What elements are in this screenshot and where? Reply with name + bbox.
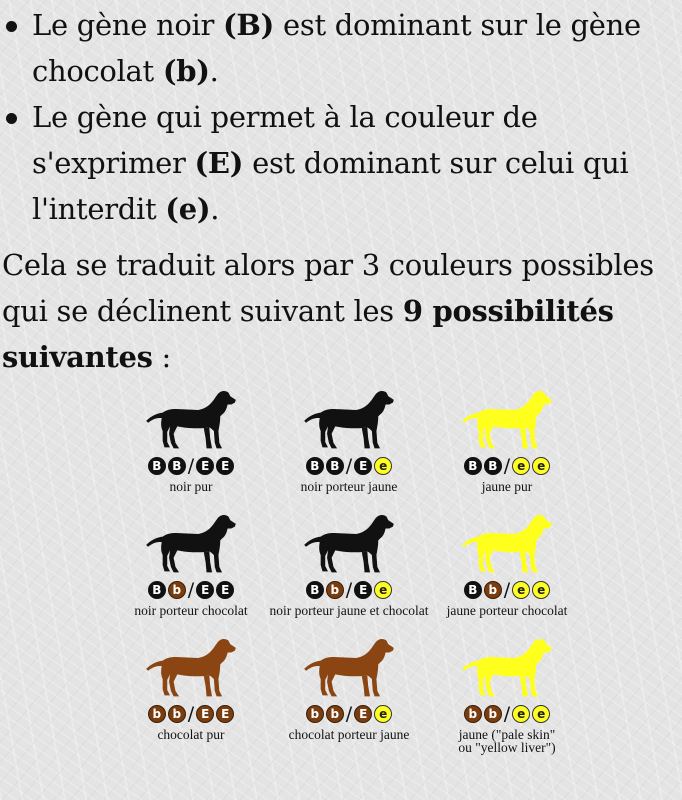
genotype-caption-line2: ou "yellow liver") bbox=[458, 740, 556, 755]
allele-code: (B) bbox=[223, 8, 275, 42]
genotype-caption: noir porteur chocolat bbox=[134, 603, 248, 618]
allele-circle: e bbox=[532, 705, 550, 723]
allele-separator: / bbox=[345, 455, 353, 477]
allele-circle: E bbox=[354, 581, 372, 599]
allele-circle: b bbox=[168, 581, 186, 599]
allele-circle: b bbox=[306, 705, 324, 723]
allele-circle: E bbox=[354, 705, 372, 723]
allele-circle: E bbox=[216, 705, 234, 723]
allele-circle: B bbox=[306, 457, 324, 475]
allele-circle: b bbox=[484, 581, 502, 599]
allele-circle: B bbox=[464, 581, 482, 599]
genotype-caption: noir porteur jaune bbox=[300, 479, 398, 494]
allele-separator: / bbox=[503, 455, 511, 477]
allele-circle: B bbox=[148, 581, 166, 599]
allele-separator: / bbox=[503, 579, 511, 601]
allele-circle: e bbox=[374, 581, 392, 599]
rule-text: . bbox=[210, 192, 220, 226]
allele-circle: E bbox=[354, 457, 372, 475]
allele-circle: B bbox=[464, 457, 482, 475]
genotype-caption: noir porteur jaune et chocolat bbox=[269, 603, 429, 618]
allele-circle: E bbox=[216, 457, 234, 475]
allele-separator: / bbox=[345, 703, 353, 725]
labrador-yellow-icon bbox=[461, 636, 553, 700]
allele-row bbox=[412, 703, 602, 725]
allele-circle: E bbox=[196, 705, 214, 723]
genotype-caption: noir pur bbox=[169, 479, 213, 494]
allele-circle: e bbox=[532, 457, 550, 475]
labrador-chocolate-icon bbox=[145, 636, 237, 700]
allele-circle: e bbox=[374, 705, 392, 723]
summary-paragraph bbox=[2, 242, 680, 380]
allele-circle: B bbox=[168, 457, 186, 475]
genotype-caption: jaune pur bbox=[481, 479, 533, 494]
summary-text: Cela se traduit alors par 3 couleurs possibles qui se déclinent suivant les bbox=[2, 248, 654, 328]
allele-circle: B bbox=[326, 457, 344, 475]
rule-text: . bbox=[209, 54, 219, 88]
allele-circle: B bbox=[484, 457, 502, 475]
summary-bold: 9 possibilités suivantes bbox=[2, 294, 614, 374]
allele-circle: b bbox=[484, 705, 502, 723]
allele-circle: e bbox=[532, 581, 550, 599]
allele-code: (e) bbox=[165, 192, 211, 226]
labrador-black-icon bbox=[145, 512, 237, 576]
gene-rules-list bbox=[2, 2, 680, 232]
allele-circle: b bbox=[464, 705, 482, 723]
genotype-caption: jaune porteur chocolat bbox=[446, 603, 568, 618]
allele-circle: E bbox=[196, 581, 214, 599]
labrador-yellow-icon bbox=[461, 388, 553, 452]
allele-circle: e bbox=[374, 457, 392, 475]
allele-circle: e bbox=[512, 705, 530, 723]
allele-circle: b bbox=[168, 705, 186, 723]
allele-separator: / bbox=[345, 579, 353, 601]
allele-circle: E bbox=[196, 457, 214, 475]
rule-text: Le gène noir bbox=[32, 8, 224, 42]
rule-text: Le gène qui permet à la couleur de s'exprimer bbox=[32, 100, 538, 180]
summary-text: : bbox=[152, 340, 172, 374]
allele-separator: / bbox=[187, 703, 195, 725]
genotype-grid bbox=[96, 388, 602, 768]
allele-circle: b bbox=[148, 705, 166, 723]
allele-circle: e bbox=[512, 457, 530, 475]
rule-text: est dominant sur le gène chocolat bbox=[32, 8, 641, 88]
allele-separator: / bbox=[187, 579, 195, 601]
genotype-caption: chocolat pur bbox=[157, 727, 225, 742]
labrador-black-icon bbox=[303, 388, 395, 452]
rule-expression bbox=[2, 94, 680, 232]
genotype-cell bbox=[412, 512, 602, 617]
content bbox=[2, 2, 680, 380]
rule-text: est dominant sur celui qui l'interdit bbox=[32, 146, 629, 226]
allele-circle: b bbox=[326, 581, 344, 599]
allele-circle: B bbox=[148, 457, 166, 475]
allele-separator: / bbox=[187, 455, 195, 477]
genotype-cell bbox=[412, 636, 602, 754]
labrador-chocolate-icon bbox=[303, 636, 395, 700]
allele-code: (b) bbox=[162, 54, 210, 88]
genotype-cell bbox=[412, 388, 602, 493]
allele-circle: B bbox=[306, 581, 324, 599]
allele-code: (E) bbox=[194, 146, 244, 180]
allele-separator: / bbox=[503, 703, 511, 725]
labrador-black-icon bbox=[303, 512, 395, 576]
genotype-caption: jaune ("pale skin" bbox=[458, 727, 556, 742]
genotype-caption: chocolat porteur jaune bbox=[288, 727, 410, 742]
allele-row bbox=[412, 579, 602, 601]
allele-circle: E bbox=[216, 581, 234, 599]
allele-circle: e bbox=[512, 581, 530, 599]
rule-black-chocolate bbox=[2, 2, 680, 94]
allele-circle: b bbox=[326, 705, 344, 723]
labrador-black-icon bbox=[145, 388, 237, 452]
labrador-yellow-icon bbox=[461, 512, 553, 576]
allele-row bbox=[412, 455, 602, 477]
